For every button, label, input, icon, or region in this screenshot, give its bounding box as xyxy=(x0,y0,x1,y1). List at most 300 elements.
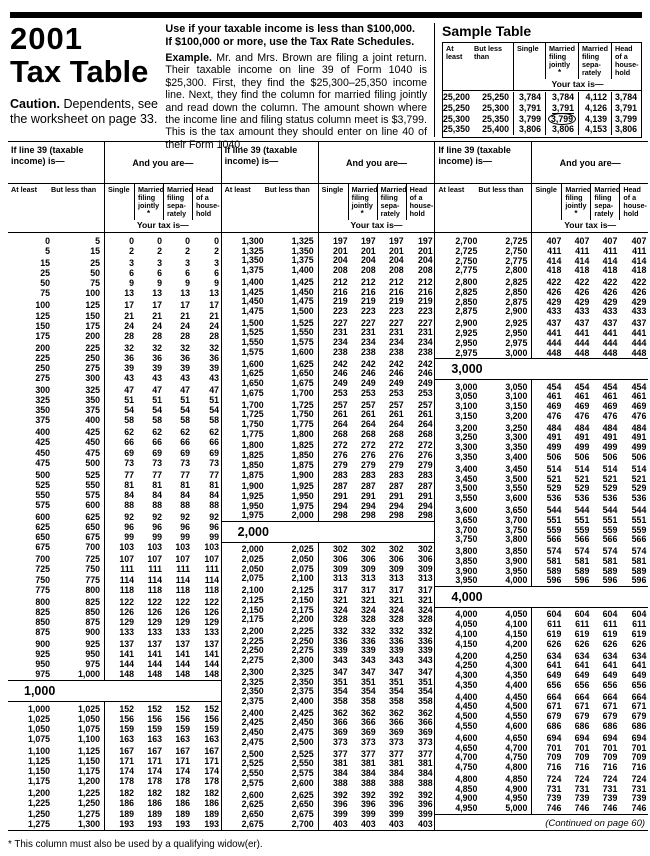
tax-amount-cell: 231 xyxy=(388,327,404,338)
income-range-cell: 1,300 xyxy=(77,818,100,829)
tax-amount-cell: 0 xyxy=(185,236,190,246)
tax-amount-cell: 21 xyxy=(209,310,219,321)
income-range-cell: 3,950 xyxy=(455,575,478,586)
tax-amount-cell: 133 xyxy=(175,626,190,637)
tax-amount-cell: 163 xyxy=(175,734,190,744)
tax-amount-cell: 2 xyxy=(157,246,162,257)
tax-amount-cell: 219 xyxy=(332,296,348,307)
income-range-cell: 3,400 xyxy=(455,463,478,474)
tax-amount-cell: 709 xyxy=(631,752,647,763)
tax-amount-cell: 24 xyxy=(180,320,190,331)
tax-amount-cell: 469 xyxy=(574,401,590,412)
tax-amount-cell: 384 xyxy=(388,768,404,779)
married-filing-separately-header: Married filing sepa- rately xyxy=(590,184,619,220)
tax-amount-cell: 332 xyxy=(417,626,433,636)
tax-amount-cell: 671 xyxy=(574,701,590,712)
tax-amount-cell: 36 xyxy=(152,352,162,363)
tax-amount-cell: 189 xyxy=(119,808,134,819)
column-headers-row xyxy=(443,43,641,79)
tax-amount-cell: 701 xyxy=(602,742,618,753)
tax-amount-cell: 328 xyxy=(360,614,376,625)
tax-amount-cell: 491 xyxy=(546,432,562,443)
tax-row xyxy=(435,535,648,545)
income-range-cell: 1,900 xyxy=(291,469,314,480)
tax-amount-cell: 373 xyxy=(417,736,433,747)
tax-row xyxy=(8,501,221,511)
year-heading: 2001 xyxy=(10,21,83,56)
panel-header-top xyxy=(435,142,648,184)
use-instruction-line1: Use if your taxable income is less than $100,000. xyxy=(165,23,416,35)
income-range-cell: 2,125 xyxy=(241,594,264,605)
continued-note: (Continued on page 60) xyxy=(435,814,648,830)
tax-amount-cell: 589 xyxy=(602,565,618,576)
income-range-cell: 2,025 xyxy=(291,544,314,555)
tax-amount-cell: 739 xyxy=(574,793,590,804)
tax-amount-cell: 686 xyxy=(546,720,562,731)
tax-amount-cell: 724 xyxy=(602,773,618,784)
tax-row xyxy=(8,565,221,575)
tax-amount-cell: 152 xyxy=(175,703,190,714)
tax-amount-cell: 178 xyxy=(204,776,219,787)
tax-amount-cell: 484 xyxy=(546,422,562,433)
income-range-cell: 3,450 xyxy=(455,473,478,484)
income-range-cell: 1,950 xyxy=(241,500,264,511)
tax-amount-cell: 212 xyxy=(417,276,433,287)
income-range-cell: 2,375 xyxy=(241,696,264,707)
income-range-cell: 675 xyxy=(85,532,100,543)
tax-amount-cell: 174 xyxy=(119,766,134,777)
tax-amount-cell: 156 xyxy=(204,713,219,724)
income-range-cell: 4,500 xyxy=(455,711,478,722)
tax-amount-cell: 641 xyxy=(602,660,618,671)
filing-status-title: And you are— xyxy=(318,142,435,183)
tax-amount-cell: 611 xyxy=(547,619,562,630)
tax-amount-cell: 246 xyxy=(417,368,433,379)
tax-amount-cell: 279 xyxy=(332,459,348,470)
tax-amount-cell: 129 xyxy=(119,616,134,627)
tax-amount-cell: 216 xyxy=(332,286,348,297)
income-range-cell: 2,650 xyxy=(291,799,314,810)
tax-amount-cell: 469 xyxy=(546,401,562,412)
tax-amount-cell: 156 xyxy=(147,713,162,724)
tax-amount-cell: 96 xyxy=(209,522,219,533)
tax-amount-cell: 324 xyxy=(332,604,348,615)
your-tax-is-label: Your tax is— xyxy=(318,220,435,232)
tax-amount-cell: 581 xyxy=(546,555,562,566)
income-range-cell: 3,600 xyxy=(505,493,528,504)
tax-row xyxy=(222,697,435,707)
tax-amount-cell: 373 xyxy=(388,736,404,747)
income-column-title: If line 39 (taxable income) is— xyxy=(11,145,84,166)
tax-amount-cell: 159 xyxy=(175,723,190,734)
income-range-cell: 4,400 xyxy=(505,679,528,690)
tax-amount-cell: 354 xyxy=(360,686,376,697)
tax-amount-cell: 324 xyxy=(417,604,433,615)
tax-amount-cell: 84 xyxy=(209,489,219,500)
tax-amount-cell: 343 xyxy=(360,655,376,666)
tax-amount-cell: 411 xyxy=(603,245,618,256)
tax-amount-cell: 264 xyxy=(332,418,348,429)
tax-amount-cell: 276 xyxy=(360,450,376,461)
income-range-cell: 850 xyxy=(35,616,50,627)
footnote-asterisk: * xyxy=(360,209,364,218)
tax-row xyxy=(222,266,435,276)
income-range-cell: 2,700 xyxy=(291,818,314,829)
tax-amount-cell: 351 xyxy=(360,676,376,687)
caution-lead: Caution. xyxy=(10,97,60,111)
income-range-cell: 2,300 xyxy=(291,655,314,666)
income-range-cell: 4,800 xyxy=(505,762,528,773)
tax-amount-cell: 133 xyxy=(204,626,219,637)
income-range-cell: 600 xyxy=(85,499,100,510)
tax-amount-cell: 272 xyxy=(332,440,348,451)
main-tax-table xyxy=(8,141,648,831)
tax-amount-cell: 3,799 xyxy=(611,114,641,125)
income-range-cell: 3,100 xyxy=(455,401,478,412)
tax-row xyxy=(8,820,221,830)
income-range-cell: 3,900 xyxy=(505,555,528,566)
tax-amount-cell: 212 xyxy=(360,276,376,287)
tax-amount-cell: 411 xyxy=(575,245,590,256)
income-range-cell: 1,775 xyxy=(241,428,264,439)
tax-row xyxy=(222,738,435,748)
tax-amount-cell: 529 xyxy=(631,483,647,494)
tax-amount-cell: 313 xyxy=(332,573,348,584)
tax-amount-cell: 238 xyxy=(332,346,348,357)
tax-amount-cell: 366 xyxy=(417,717,433,728)
income-range-cell: 2,825 xyxy=(505,277,528,288)
income-range-cell: 2,350 xyxy=(291,676,314,687)
tax-amount-cell: 182 xyxy=(204,788,219,799)
tax-row xyxy=(8,598,221,608)
income-range-cell: 500 xyxy=(85,457,100,468)
income-range-cell: 2,575 xyxy=(291,768,314,779)
tax-amount-cell: 287 xyxy=(332,481,348,492)
sample-table-row xyxy=(443,124,641,135)
widow-footnote: * This column must also be used by a qualifying widow(er). xyxy=(8,839,263,850)
tax-amount-cell: 336 xyxy=(388,635,404,646)
income-range-cell: 700 xyxy=(35,554,50,565)
tax-amount-cell: 347 xyxy=(417,666,433,677)
income-range-cell: 1,600 xyxy=(241,358,264,369)
tax-amount-cell: 167 xyxy=(175,746,190,757)
tax-amount-cell: 62 xyxy=(180,427,190,438)
income-range-cell: 1,725 xyxy=(291,399,314,410)
tax-amount-cell: 298 xyxy=(360,510,376,521)
tax-amount-cell: 317 xyxy=(417,585,433,596)
mfj-label: Married filing jointly xyxy=(138,185,164,210)
tax-amount-cell: 156 xyxy=(175,713,190,724)
tax-amount-cell: 626 xyxy=(574,638,590,649)
income-column-title: If line 39 (taxable income) is— xyxy=(438,145,511,166)
income-range-cell: 2,325 xyxy=(241,676,264,687)
income-range-cell: 1,500 xyxy=(241,317,264,328)
tax-amount-cell: 396 xyxy=(360,799,376,810)
tax-amount-cell: 309 xyxy=(417,563,433,574)
tax-amount-cell: 634 xyxy=(546,650,562,661)
income-range-cell: 1,675 xyxy=(241,387,264,398)
tax-amount-cell: 3,806 xyxy=(545,124,578,135)
tax-amount-cell: 484 xyxy=(602,422,618,433)
tax-amount-cell: 694 xyxy=(631,732,647,743)
tax-amount-cell: 36 xyxy=(124,352,134,363)
sample-table-body xyxy=(443,91,641,137)
tax-amount-cell: 223 xyxy=(417,306,433,317)
tax-row xyxy=(222,574,435,584)
tax-amount-cell: 17 xyxy=(152,300,162,311)
tax-amount-cell: 99 xyxy=(124,532,134,543)
tax-amount-cell: 499 xyxy=(574,442,590,453)
tax-amount-cell: 536 xyxy=(631,493,647,504)
tax-row xyxy=(8,374,221,384)
tax-amount-cell: 118 xyxy=(119,584,134,595)
tax-amount-cell: 351 xyxy=(417,676,433,687)
tax-amount-cell: 414 xyxy=(631,255,647,266)
income-range-cell: 25,300 xyxy=(443,113,470,124)
tax-amount-cell: 62 xyxy=(124,427,134,438)
title-block xyxy=(10,23,165,139)
tax-amount-cell: 437 xyxy=(631,318,647,329)
tax-amount-cell: 208 xyxy=(360,265,376,276)
income-range-cell: 2,425 xyxy=(241,717,264,728)
income-range-cell: 2,600 xyxy=(241,789,264,800)
tax-amount-cell: 144 xyxy=(147,659,162,670)
tax-amount-cell: 58 xyxy=(152,415,162,426)
tax-amount-cell: 306 xyxy=(332,553,348,564)
married-filing-jointly-header xyxy=(561,184,590,220)
income-range-cell: 800 xyxy=(35,596,50,607)
tax-amount-cell: 448 xyxy=(631,347,647,358)
tax-amount-cell: 219 xyxy=(360,296,376,307)
income-column-title: If line 39 (taxable income) is— xyxy=(224,145,298,166)
at-least-header: At least xyxy=(224,185,251,194)
tax-amount-cell: 3 xyxy=(129,258,134,269)
income-range-cell: 2,275 xyxy=(241,655,264,666)
income-range-cell: 925 xyxy=(85,638,100,649)
tax-amount-cell: 701 xyxy=(574,742,590,753)
income-range-cell: 1,075 xyxy=(77,723,100,734)
income-range-cell: 4,800 xyxy=(455,773,478,784)
column-headers-row xyxy=(8,184,221,220)
income-range-cell: 1,550 xyxy=(291,327,314,338)
your-tax-is-row xyxy=(435,220,648,232)
tax-amount-cell: 354 xyxy=(388,686,404,697)
tax-row xyxy=(222,348,435,358)
caution-text: Dependents, see the worksheet on page 33. xyxy=(10,97,158,126)
income-range-cell: 2,975 xyxy=(505,337,528,348)
tax-amount-cell: 506 xyxy=(546,452,562,463)
tax-amount-cell: 441 xyxy=(602,328,618,339)
tax-amount-cell: 429 xyxy=(631,296,647,307)
income-range-cell: 2,075 xyxy=(241,573,264,584)
income-range-cell: 2,725 xyxy=(455,245,478,256)
tax-amount-cell: 664 xyxy=(546,691,562,702)
tax-amount-cell: 4,126 xyxy=(578,103,611,114)
tax-amount-cell: 81 xyxy=(180,479,190,490)
single-header: Single xyxy=(531,184,561,220)
tax-amount-cell: 197 xyxy=(360,236,376,246)
tax-amount-cell: 294 xyxy=(360,500,376,511)
tax-row xyxy=(435,557,648,567)
tax-amount-cell: 604 xyxy=(602,609,618,620)
income-range-cell: 4,250 xyxy=(505,650,528,661)
income-range-cell: 575 xyxy=(85,489,100,500)
your-tax-is-label: Your tax is— xyxy=(531,220,648,232)
tax-amount-cell: 381 xyxy=(417,758,433,769)
tax-row xyxy=(8,247,221,257)
income-range-cell: 25,350 xyxy=(443,124,470,135)
tax-amount-cell: 686 xyxy=(602,720,618,731)
tax-row xyxy=(8,344,221,354)
panel-body xyxy=(8,233,221,830)
tax-amount-cell: 701 xyxy=(546,742,562,753)
tax-amount-cell: 114 xyxy=(204,574,219,585)
tax-amount-cell: 291 xyxy=(360,490,376,501)
income-range-cell: 2,650 xyxy=(241,808,264,819)
income-range-cell: 1,650 xyxy=(291,368,314,379)
tax-amount-cell: 426 xyxy=(574,286,590,297)
income-range-cell: 2,150 xyxy=(291,594,314,605)
tax-amount-cell: 186 xyxy=(175,798,190,809)
tax-amount-cell: 261 xyxy=(388,409,404,420)
tax-amount-cell: 619 xyxy=(546,628,562,639)
income-range-cell: 1,825 xyxy=(241,450,264,461)
tax-amount-cell: 739 xyxy=(546,793,562,804)
income-range-cell: 50 xyxy=(90,268,100,279)
tax-amount-cell: 204 xyxy=(417,255,433,266)
tax-amount-cell: 137 xyxy=(147,638,162,649)
tax-amount-cell: 43 xyxy=(209,373,219,384)
income-bracket-section-header: 2,000 xyxy=(222,521,435,543)
tax-amount-cell: 253 xyxy=(332,387,348,398)
income-range-cell: 300 xyxy=(85,373,100,384)
income-range-cell: 1,050 xyxy=(77,713,100,724)
tax-amount-cell: 724 xyxy=(574,773,590,784)
tax-amount-cell: 6 xyxy=(214,268,219,279)
income-range-cell: 950 xyxy=(35,659,50,670)
tax-amount-cell: 249 xyxy=(360,378,376,389)
tax-amount-cell: 433 xyxy=(602,306,618,317)
income-range-cell: 1,875 xyxy=(241,469,264,480)
tax-amount-cell: 716 xyxy=(574,762,590,773)
income-range-cell: 450 xyxy=(85,437,100,448)
income-range-cell: 2,400 xyxy=(241,707,264,718)
tax-amount-cell: 551 xyxy=(602,514,618,525)
tax-amount-cell: 36 xyxy=(180,352,190,363)
tax-amount-cell: 403 xyxy=(388,818,404,829)
tax-amount-cell: 422 xyxy=(574,277,590,288)
income-range-cell: 3,650 xyxy=(455,514,478,525)
income-range-cell: 1,250 xyxy=(27,808,50,819)
tax-amount-cell: 88 xyxy=(209,499,219,510)
tax-amount-cell: 54 xyxy=(209,405,219,416)
instructions-block xyxy=(165,23,428,151)
tax-amount-cell: 694 xyxy=(546,732,562,743)
tax-amount-cell: 399 xyxy=(360,808,376,819)
tax-amount-cell: 193 xyxy=(204,818,219,829)
tax-amount-cell: 3,784 xyxy=(611,92,641,103)
income-range-cell: 2,300 xyxy=(241,666,264,677)
tax-amount-cell: 201 xyxy=(360,245,376,256)
tax-amount-cell: 152 xyxy=(119,703,134,714)
income-range-cell: 25,250 xyxy=(482,92,509,102)
tax-amount-cell: 58 xyxy=(209,415,219,426)
tax-amount-cell: 144 xyxy=(119,659,134,670)
tax-amount-cell: 28 xyxy=(180,330,190,341)
tax-amount-cell: 129 xyxy=(204,616,219,627)
tax-row xyxy=(8,777,221,787)
single-header: Single xyxy=(104,184,134,220)
tax-row xyxy=(8,289,221,299)
at-least-header: At least xyxy=(11,185,37,194)
tax-amount-cell: 88 xyxy=(124,499,134,510)
head-of-household-header: Head of a house- hold xyxy=(406,184,435,220)
income-range-cell: 700 xyxy=(85,542,100,553)
tax-amount-cell: 17 xyxy=(209,300,219,311)
tax-amount-cell: 679 xyxy=(546,711,562,722)
income-range-cell: 475 xyxy=(85,447,100,458)
tax-amount-cell: 51 xyxy=(124,395,134,406)
income-range-cell: 5,000 xyxy=(505,803,528,814)
mfj-label: Married filing jointly xyxy=(565,185,592,210)
tax-amount-cell: 454 xyxy=(602,381,618,392)
tax-amount-cell: 373 xyxy=(332,736,348,747)
income-range-cell: 2,675 xyxy=(291,808,314,819)
tax-amount-cell: 701 xyxy=(631,742,647,753)
income-range-cell: 1,450 xyxy=(291,286,314,297)
tax-amount-cell: 201 xyxy=(388,245,404,256)
tax-amount-cell: 574 xyxy=(546,546,562,557)
tax-amount-cell: 461 xyxy=(602,391,618,402)
income-range-cell: 2,700 xyxy=(455,236,478,246)
tax-amount-cell: 283 xyxy=(388,469,404,480)
tax-amount-cell: 223 xyxy=(388,306,404,317)
tax-amount-cell: 81 xyxy=(124,479,134,490)
income-range-cell: 950 xyxy=(85,649,100,660)
tax-amount-cell: 499 xyxy=(546,442,562,453)
tax-amount-cell: 384 xyxy=(332,768,348,779)
income-range-cell: 2,950 xyxy=(455,337,478,348)
tax-amount-cell: 418 xyxy=(631,265,647,276)
tax-row xyxy=(8,586,221,596)
tax-amount-cell: 107 xyxy=(175,554,190,565)
tax-amount-cell: 9 xyxy=(129,278,134,289)
tax-amount-cell: 167 xyxy=(204,746,219,757)
sample-table xyxy=(442,42,642,138)
income-range-cell: 1,825 xyxy=(291,440,314,451)
income-range-cell: 75 xyxy=(90,278,100,289)
tax-amount-cell: 77 xyxy=(152,469,162,480)
tax-row xyxy=(222,596,435,606)
tax-amount-cell: 521 xyxy=(574,473,590,484)
tax-amount-cell: 148 xyxy=(175,669,190,680)
tax-row xyxy=(435,804,648,814)
tax-amount-cell: 499 xyxy=(602,442,618,453)
tax-amount-cell: 589 xyxy=(631,565,647,576)
tax-amount-cell: 178 xyxy=(175,776,190,787)
tax-amount-cell: 152 xyxy=(147,703,162,714)
tax-amount-cell: 384 xyxy=(417,768,433,779)
income-range-cell: 3,100 xyxy=(505,391,528,402)
income-range-cell: 4,000 xyxy=(455,609,478,620)
income-range-cell: 5 xyxy=(95,236,100,246)
income-range-cell: 2,325 xyxy=(291,666,314,677)
tax-amount-cell: 77 xyxy=(209,469,219,480)
income-range-cell: 2,900 xyxy=(505,306,528,317)
income-range-cell: 4,850 xyxy=(455,783,478,794)
panel-header xyxy=(222,142,435,233)
tax-amount-cell: 294 xyxy=(417,500,433,511)
